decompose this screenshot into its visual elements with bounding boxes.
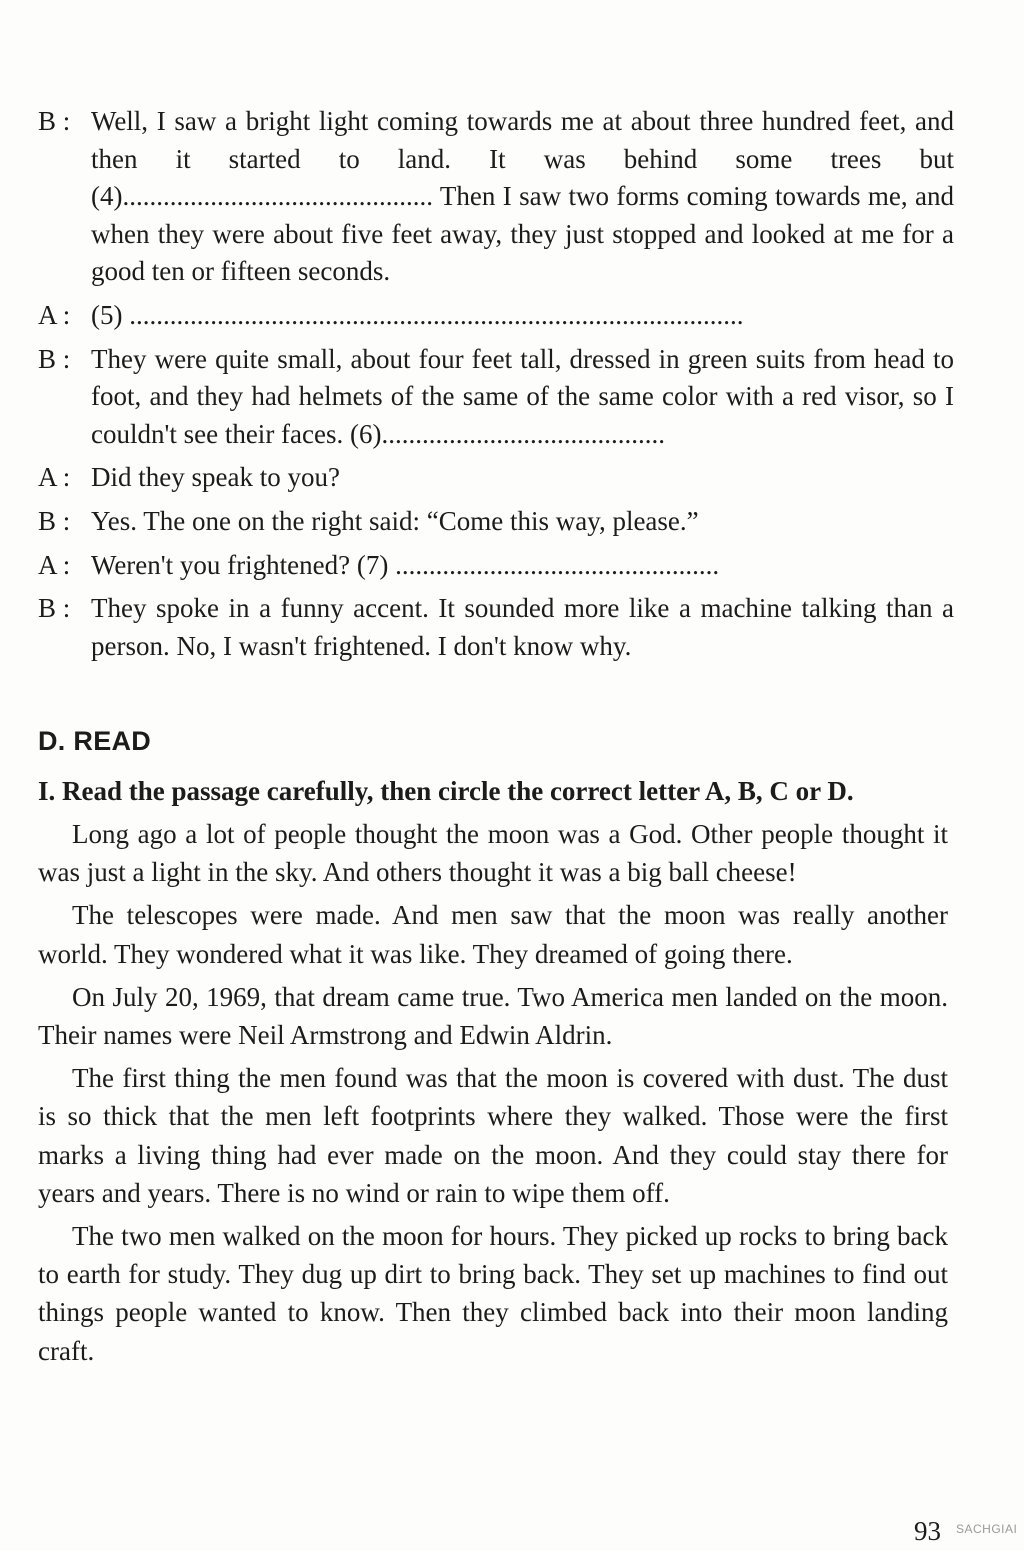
dialogue-line — [38, 459, 954, 497]
reading-passage — [38, 815, 948, 1375]
dialogue-text: Weren't you frightened? (7) ................................................ — [91, 549, 720, 580]
passage-paragraph: On July 20, 1969, that dream came true. Two America men landed on the moon. Their names were Neil Armstrong and Edwin Aldrin. — [38, 981, 948, 1051]
dialogue-text: They were quite small, about four feet tall, dressed in green suits from head to foot, and they had helmets of the same of the same color with a red visor, so I couldn't see their faces. (6).......................................... — [91, 343, 954, 449]
dialogue-line — [38, 547, 954, 585]
watermark-logo: SACHGIAI — [956, 1522, 1018, 1536]
dialogue-text: Did they speak to you? — [91, 462, 340, 493]
speaker-label: A : — [38, 549, 71, 580]
speaker-label: B : — [38, 505, 71, 536]
speaker-label: B : — [38, 343, 71, 374]
page-number: 93 — [914, 1516, 941, 1546]
dialogue-text: They spoke in a funny accent. It sounded more like a machine talking than a person. No, I wasn't frightened. I don't know why. — [91, 593, 954, 661]
passage-paragraph: The two men walked on the moon for hours. They picked up rocks to bring back to earth for study. They dug up dirt to bring back. They set up machines to find out things people wanted to know. Then they climbed back into their moon landing craft. — [38, 1221, 948, 1366]
dialogue-text: Yes. The one on the right said: “Come this way, please.” — [91, 505, 699, 536]
dialogue-line — [38, 341, 954, 454]
speaker-label: B : — [38, 593, 71, 624]
dialogue-line — [38, 297, 954, 335]
speaker-label: A : — [38, 299, 71, 330]
dialogue-line — [38, 103, 954, 291]
passage-paragraph: Long ago a lot of people thought the moon was a God. Other people thought it was just a light in the sky. And others thought it was a big ball cheese! — [38, 819, 948, 888]
section-heading: D. READ — [38, 726, 152, 756]
dialogue-line — [38, 503, 954, 541]
speaker-label: A : — [38, 462, 71, 493]
dialogue-text: (5) ........................................................................................... — [91, 299, 744, 330]
exercise-instruction: I. Read the passage carefully, then circle the correct letter A, B, C or D. — [38, 776, 854, 806]
passage-paragraph: The telescopes were made. And men saw that the moon was really another world. They wondered what it was like. They dreamed of going there. — [38, 900, 948, 969]
dialogue-text: Well, I saw a bright light coming towards me at about three hundred feet, and then it started to land. It was behind some trees but (4).............................................. Then I saw two forms coming towards me, and when they were about five feet away, they just stopped and looked at me for a good ten or fifteen seconds. — [91, 106, 954, 287]
dialogue-line — [38, 590, 954, 665]
dialogue — [38, 103, 954, 671]
passage-paragraph: The first thing the men found was that the moon is covered with dust. The dust is so thick that the men left footprints where they walked. Those were the first marks a living thing had ever made on the moon. And they could stay there for years and years. There is no wind or rain to wipe them off. — [38, 1063, 948, 1208]
speaker-label: B : — [38, 106, 71, 136]
